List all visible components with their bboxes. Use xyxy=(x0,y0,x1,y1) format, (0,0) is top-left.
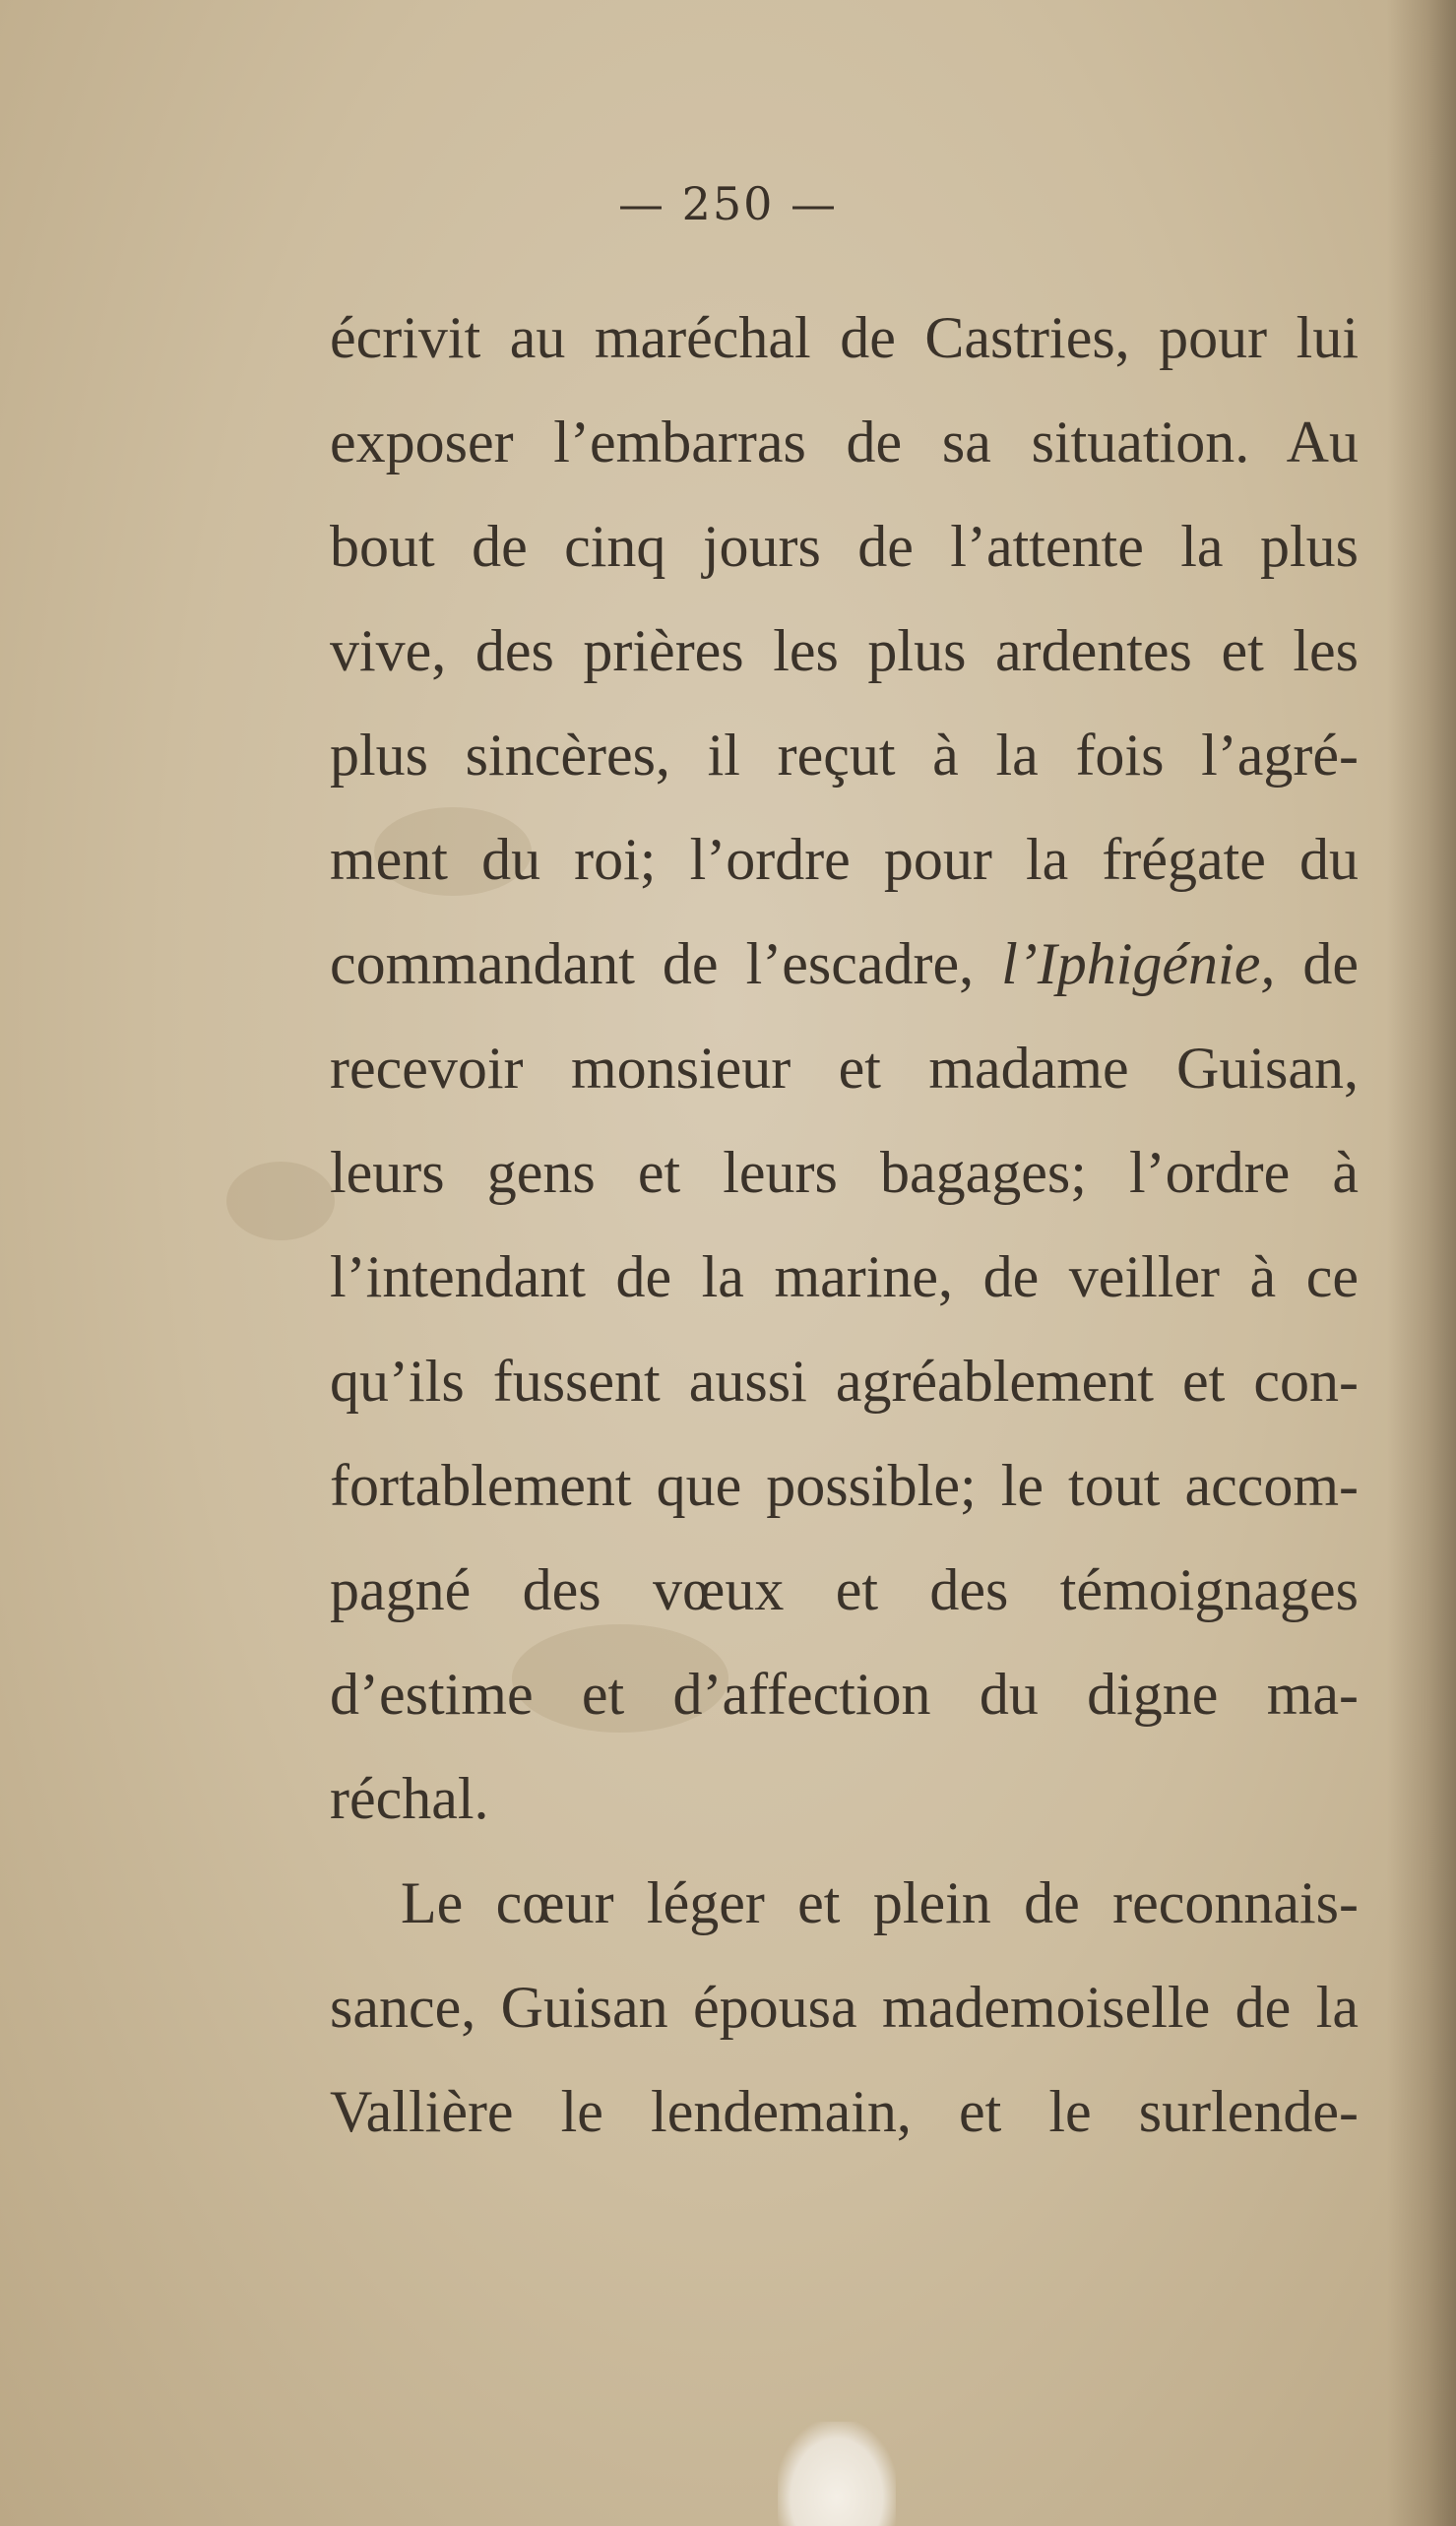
body-text xyxy=(330,285,1359,2164)
ship-name: l’Iphigénie, xyxy=(1001,931,1276,996)
text-line: sance, Guisan épousa mademoiselle de la xyxy=(330,1975,1359,2040)
page-edge-shadow xyxy=(1387,0,1456,2526)
text-line: fortablement que possible; le tout accom- xyxy=(330,1453,1359,1518)
text-line: plus sincères, il reçut à la fois l’agré- xyxy=(330,723,1359,788)
text-line: leurs gens et leurs bagages; l’ordre à xyxy=(330,1140,1359,1205)
text-line: exposer l’embarras de sa situation. Au xyxy=(330,410,1359,474)
text-line: écrivit au maréchal de Castries, pour lui xyxy=(330,305,1359,370)
text-line: recevoir monsieur et madame Guisan, xyxy=(330,1036,1359,1101)
text-line: qu’ils fussent aussi agréablement et con- xyxy=(330,1349,1359,1414)
paragraph-start-line: Le cœur léger et plein de reconnais- xyxy=(401,1870,1359,1935)
text-line-with-ship-name xyxy=(330,912,1359,1016)
text-line: réchal. xyxy=(330,1766,489,1831)
text-line: ment du roi; l’ordre pour la frégate du xyxy=(330,827,1359,892)
text-line: d’estime et d’affection du digne ma- xyxy=(330,1662,1359,1727)
text-line: l’intendant de la marine, de veiller à ce xyxy=(330,1244,1359,1309)
paper-blot xyxy=(778,2422,896,2526)
text-line: bout de cinq jours de l’attente la plus xyxy=(330,514,1359,579)
paper-stain xyxy=(226,1162,335,1240)
text-line: pagné des vœux et des témoignages xyxy=(330,1557,1359,1622)
text-line: vive, des prières les plus ardentes et les xyxy=(330,618,1359,683)
page-number: — 250 — xyxy=(617,177,839,230)
text-line-end: de xyxy=(1275,931,1359,996)
text-line: Vallière le lendemain, et le surlende- xyxy=(330,2079,1359,2144)
text-line-start: commandant de l’escadre, xyxy=(330,931,1002,996)
